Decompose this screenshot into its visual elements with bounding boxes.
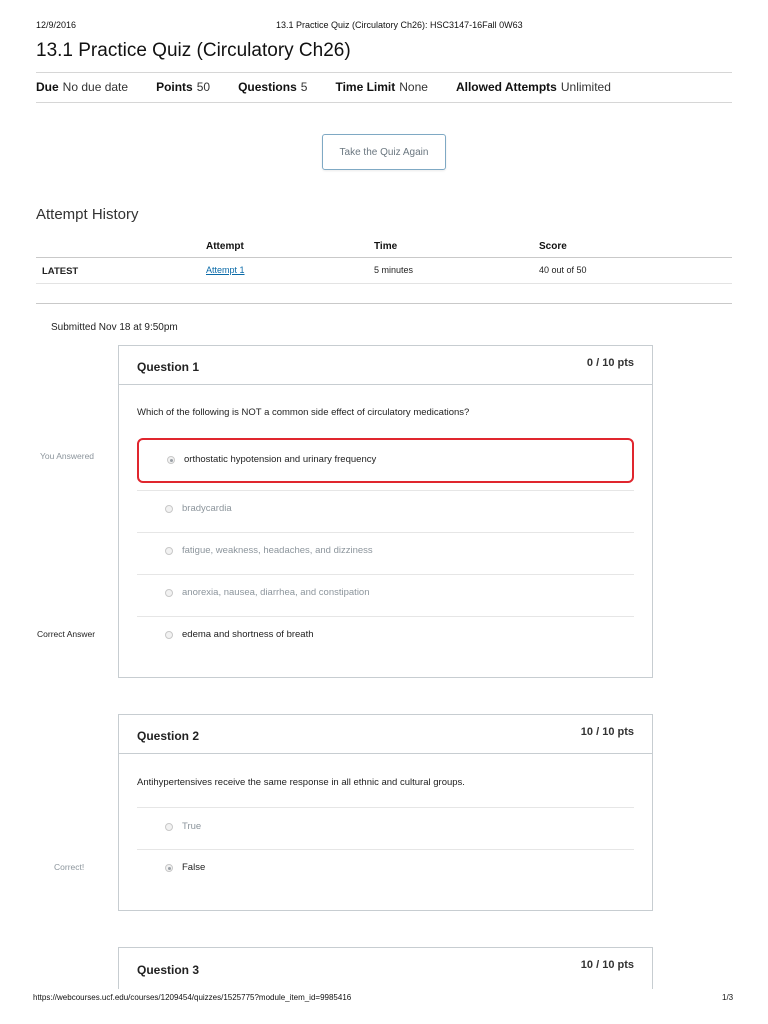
correct-label: Correct!: [54, 862, 85, 872]
divider: [36, 283, 732, 284]
answer-option[interactable]: [137, 490, 634, 530]
meta-value: 5: [300, 80, 308, 94]
page-title: 13.1 Practice Quiz (Circulatory Ch26): [36, 40, 351, 61]
meta-value: No due date: [62, 80, 129, 94]
meta-key: Questions: [238, 80, 297, 94]
answer-option[interactable]: [137, 574, 634, 614]
print-date: 12/9/2016: [36, 20, 77, 30]
question-2-card: [118, 714, 653, 911]
radio-icon: [165, 589, 173, 597]
question-title: Question 2: [137, 729, 200, 743]
print-url: https://webcourses.ucf.edu/courses/1209454/quizzes/1525775?module_item_id=9985416: [33, 993, 352, 1002]
attempt-history-heading: Attempt History: [36, 206, 139, 223]
answer-option[interactable]: [137, 532, 634, 572]
meta-time-limit: [335, 80, 427, 94]
divider: [36, 72, 732, 73]
divider: [36, 303, 732, 304]
attempt-1-link[interactable]: Attempt 1: [206, 265, 245, 275]
submitted-timestamp: Submitted Nov 18 at 9:50pm: [51, 322, 178, 333]
question-1-card: [118, 345, 653, 678]
answer-label: anorexia, nausea, diarrhea, and constipation: [182, 587, 370, 598]
column-header-time: Time: [374, 241, 398, 252]
question-text: Which of the following is NOT a common side effect of circulatory medications?: [137, 407, 470, 418]
radio-icon: [165, 823, 173, 831]
meta-questions: [238, 80, 307, 94]
meta-key: Time Limit: [335, 80, 396, 94]
divider: [36, 102, 732, 103]
radio-icon: [165, 547, 173, 555]
correct-answer-label: Correct Answer: [37, 629, 96, 639]
meta-value: None: [399, 80, 428, 94]
radio-selected-icon: [165, 864, 173, 872]
answer-label: edema and shortness of breath: [182, 629, 314, 640]
answer-label: True: [182, 821, 202, 832]
meta-key: Points: [156, 80, 193, 94]
question-header: [119, 346, 652, 385]
question-text: Antihypertensives receive the same response in all ethnic and cultural groups.: [137, 777, 465, 788]
latest-label: LATEST: [42, 266, 79, 277]
answer-option-correct[interactable]: [137, 616, 634, 656]
question-points: 10 / 10 pts: [580, 726, 634, 738]
answer-option[interactable]: [137, 808, 634, 848]
meta-points: [156, 80, 210, 94]
column-header-attempt: Attempt: [206, 241, 244, 252]
answer-option-selected-correct[interactable]: [137, 849, 634, 889]
question-title: Question 3: [137, 963, 200, 977]
question-title: Question 1: [137, 360, 200, 374]
meta-value: 50: [196, 80, 211, 94]
attempt-time: 5 minutes: [374, 265, 414, 275]
meta-value: Unlimited: [560, 80, 611, 94]
answer-option-selected-wrong[interactable]: [137, 438, 634, 483]
question-header: [119, 715, 652, 754]
radio-selected-icon: [167, 456, 175, 464]
answer-label: bradycardia: [182, 503, 232, 514]
meta-key: Allowed Attempts: [455, 80, 557, 94]
you-answered-label: You Answered: [40, 451, 95, 461]
divider: [36, 257, 732, 258]
print-doc-title: 13.1 Practice Quiz (Circulatory Ch26): HSC3147-16Fall 0W63: [276, 20, 523, 30]
meta-allowed-attempts: [456, 80, 611, 94]
quiz-meta: [36, 80, 639, 94]
column-header-score: Score: [539, 241, 567, 252]
attempt-score: 40 out of 50: [539, 265, 587, 275]
answer-label: fatigue, weakness, headaches, and dizziness: [182, 545, 373, 556]
question-points: 10 / 10 pts: [580, 959, 634, 971]
question-3-card: [118, 947, 653, 989]
radio-icon: [165, 505, 173, 513]
meta-due: [36, 80, 128, 94]
answer-label: orthostatic hypotension and urinary frequency: [184, 454, 377, 465]
meta-key: Due: [36, 80, 59, 94]
take-quiz-again-button[interactable]: Take the Quiz Again: [322, 134, 446, 170]
radio-icon: [165, 631, 173, 639]
question-points: 0 / 10 pts: [586, 357, 634, 369]
print-page-number: 1/3: [722, 993, 734, 1002]
answer-label: False: [182, 862, 206, 873]
